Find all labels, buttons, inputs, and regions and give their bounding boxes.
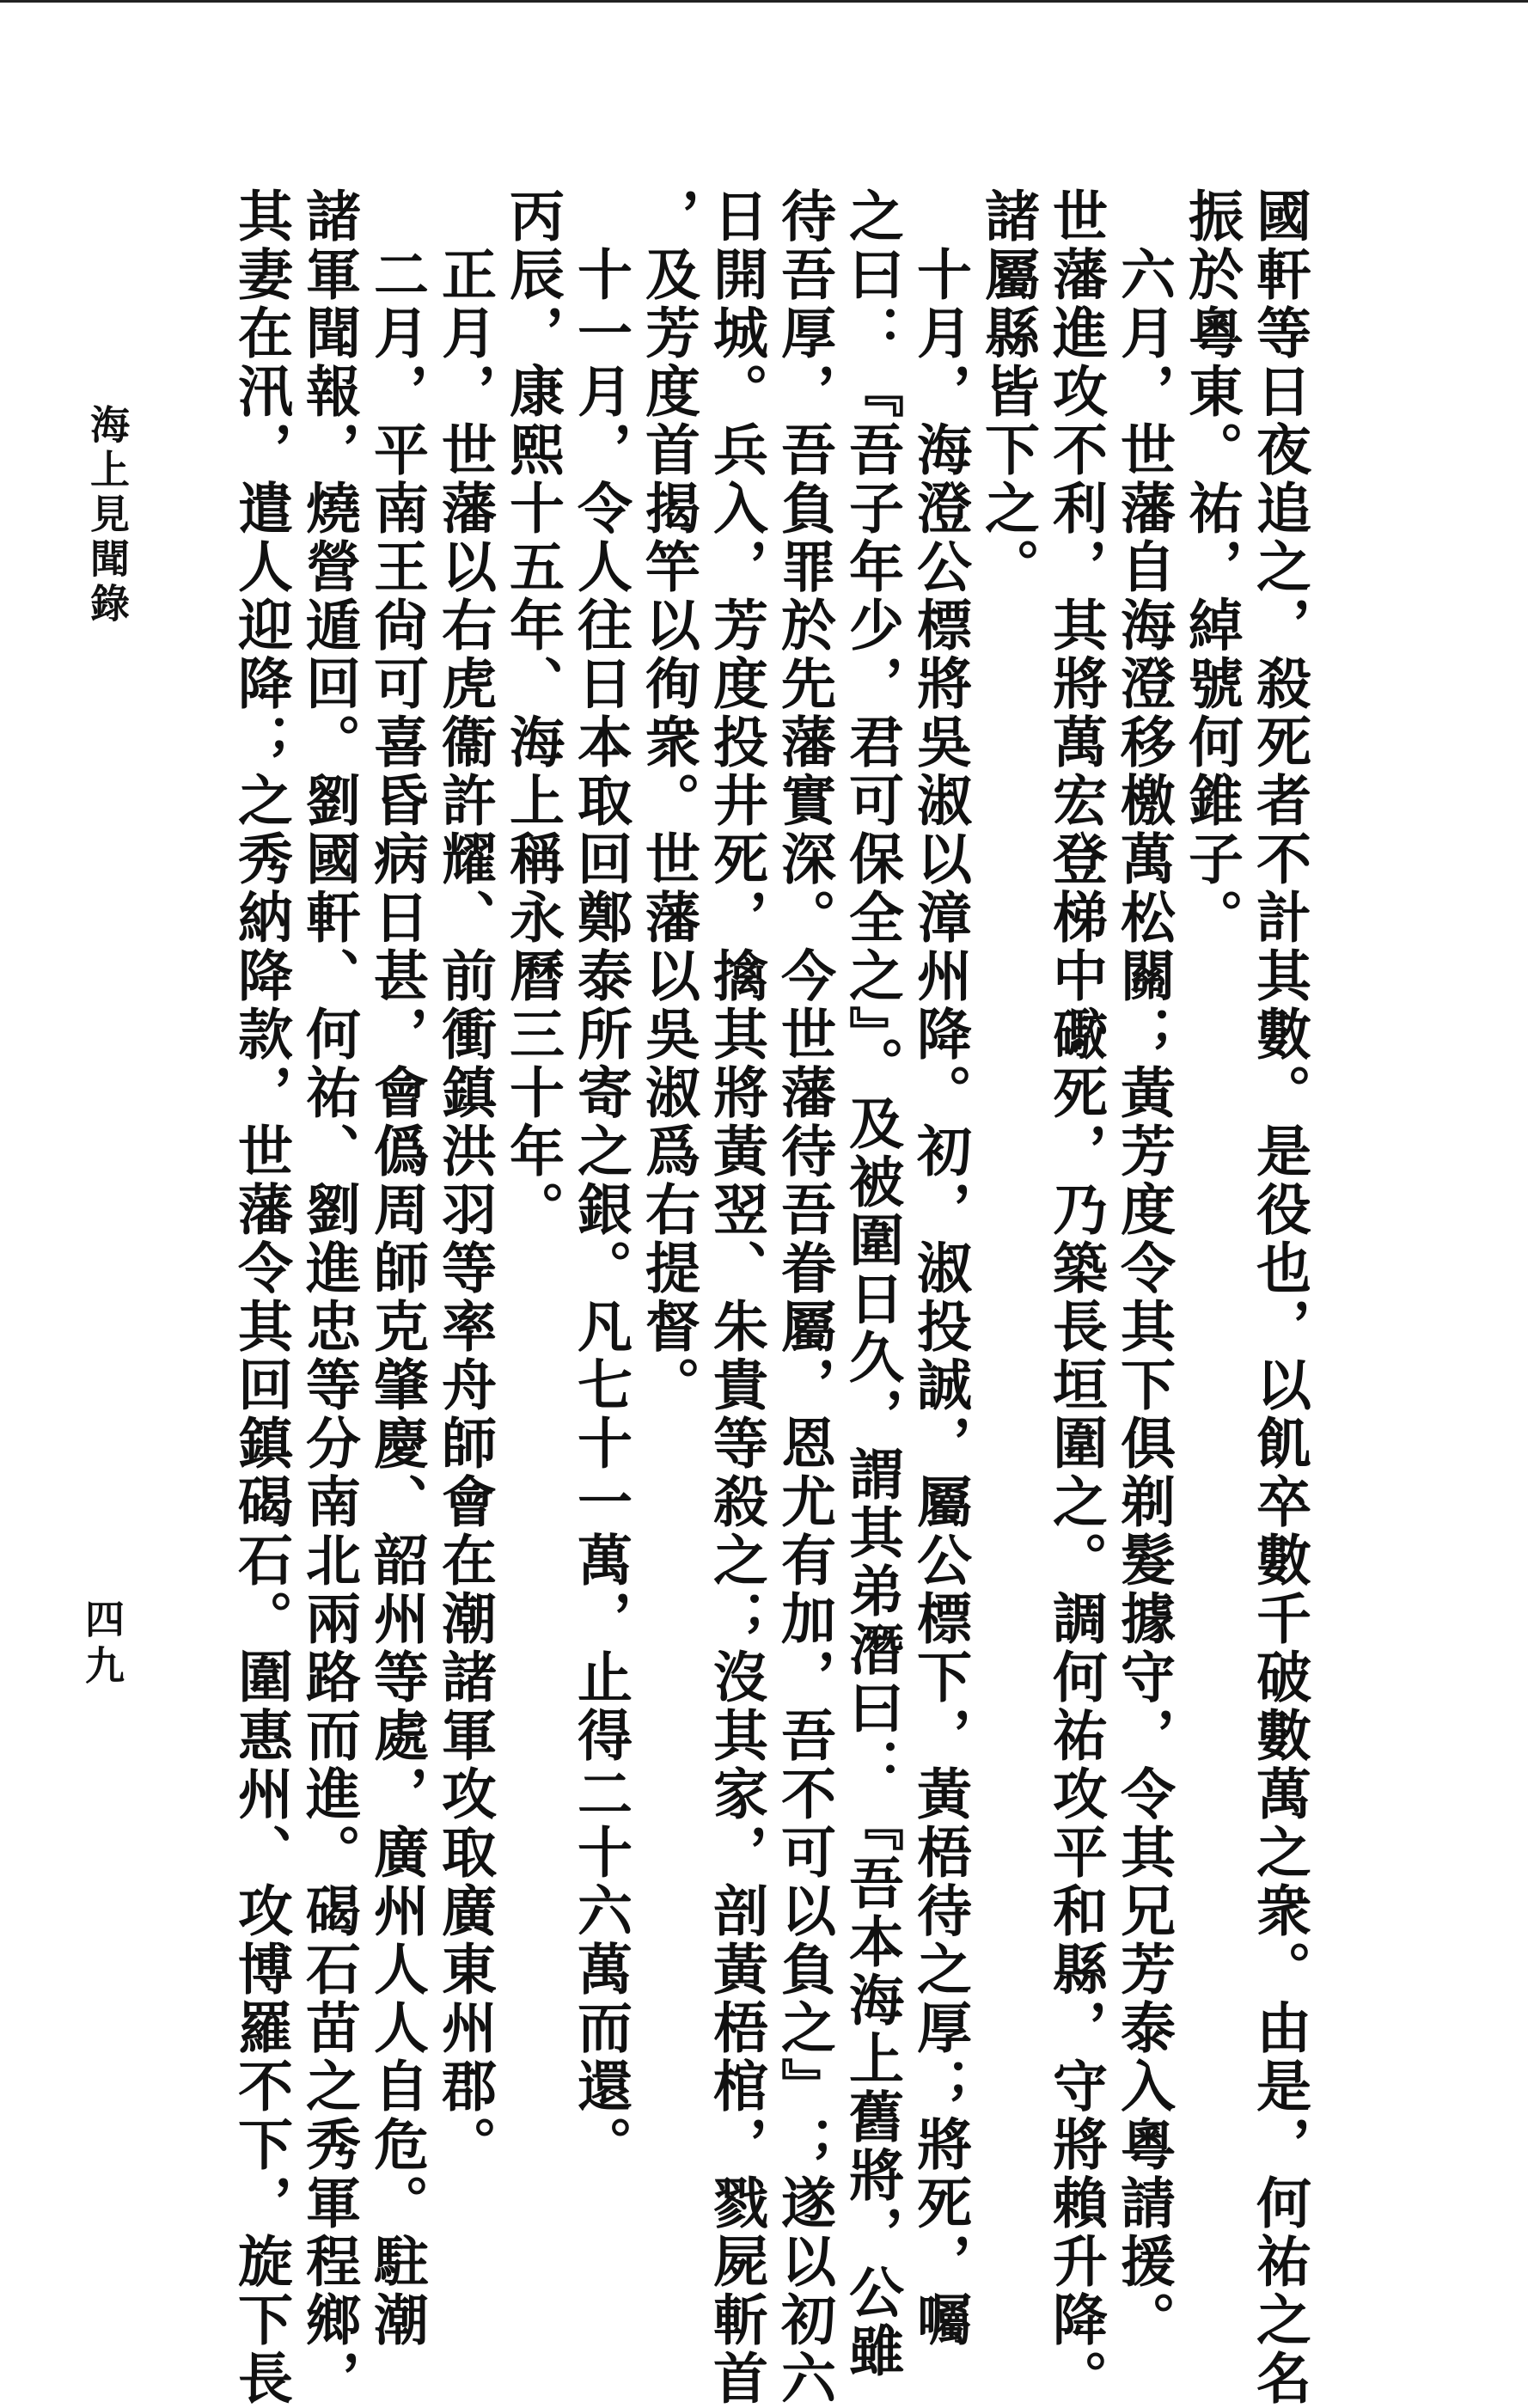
- page-number: 四九: [79, 1598, 125, 1691]
- text-column-4: 世藩進攻不利，其將萬宏登梯中礮死，乃築長垣圍之。調何祐攻平和縣，守將賴升降。: [1043, 187, 1108, 2408]
- text-column-5: 諸屬縣皆下之。: [975, 187, 1040, 596]
- main-text-body: [227, 187, 1313, 2408]
- text-column-16: 其妻在汛，遣人迎降；之秀納降款，世藩令其回鎮碣石。圍惠州、攻博羅不下，旋下長: [229, 187, 293, 2408]
- text-column-9: 日開城。兵入，芳度投井死，擒其將黃翌、朱貴等殺之；沒其家，剖黃梧棺，戮屍斬首: [704, 187, 768, 2408]
- text-column-11: 十一月，令人往日本取回鄭泰所寄之銀。凡七十一萬，止得二十六萬而還。: [568, 187, 633, 2174]
- text-column-14: 二月，平南王尙可喜昏病日甚，會僞周師克肇慶、韶州等處，廣州人人自危。駐潮: [364, 187, 429, 2350]
- text-column-7: 之曰：『吾子年少，君可保全之』。及被圍日久，謂其弟潛曰：『吾本海上舊將，公雖: [840, 187, 904, 2380]
- text-column-2: 振於粵東。祐，綽號何錐子。: [1179, 187, 1244, 947]
- text-column-10: ，及芳度首揭竿以徇衆。世藩以吳淑爲右提督。: [636, 187, 700, 1415]
- text-column-6: 十月，海澄公標將吳淑以漳州降。初，淑投誠，屬公標下，黃梧待之厚；將死，囑: [908, 187, 972, 2350]
- year-heading: 丙辰，康熙十五年、海上稱永曆三十年。: [500, 187, 565, 1239]
- top-border-line: [0, 0, 1528, 3]
- text-column-1: 國軒等日夜追之，殺死者不計其數。是役也，以飢卒數千破數萬之衆。由是，何祐之名: [1247, 187, 1311, 2408]
- text-column-3: 六月，世藩自海澄移檄萬松關；黃芳度令其下俱剃髮據守，令其兄芳泰入粵請援。: [1111, 187, 1176, 2350]
- running-head: 海上見聞錄: [84, 404, 131, 627]
- text-column-15: 諸軍聞報，燒營遁回。劉國軒、何祐、劉進忠等分南北兩路而進。碣石苗之秀軍程鄉，: [296, 187, 361, 2408]
- text-column-13: 正月，世藩以右虎衞許耀、前衝鎮洪羽等率舟師會在潮諸軍攻取廣東州郡。: [432, 187, 497, 2174]
- text-column-8: 待吾厚，吾負罪於先藩實深。今世藩待吾眷屬，恩尤有加，吾不可以負之』；遂以初六: [772, 187, 836, 2408]
